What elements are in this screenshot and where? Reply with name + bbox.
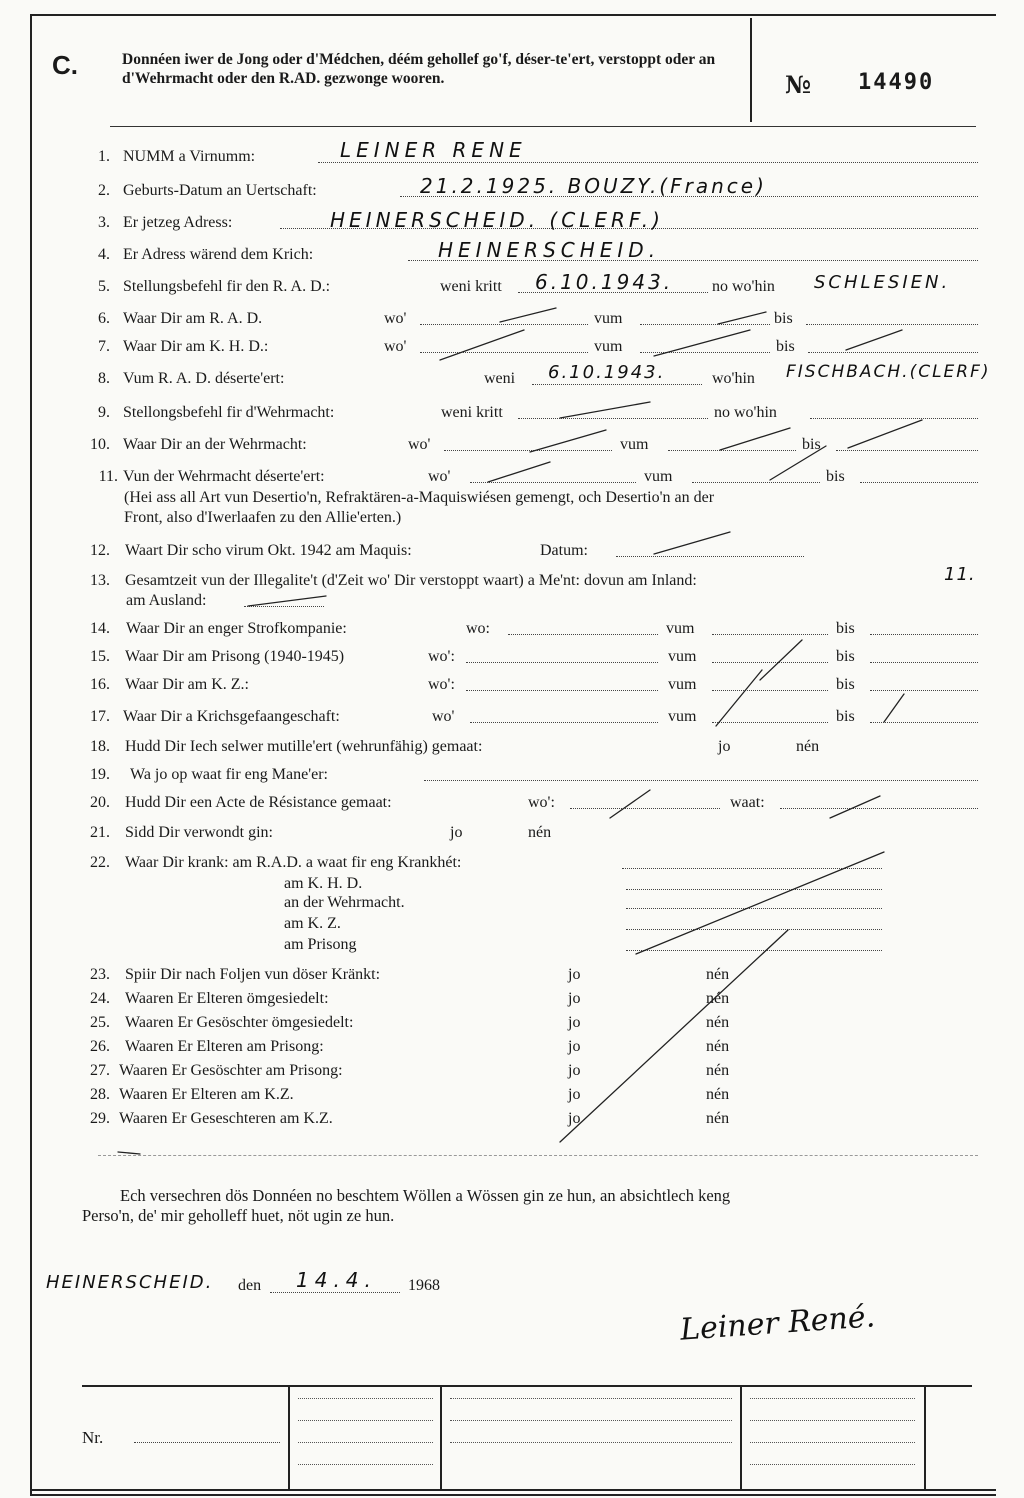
wo-label: wo' xyxy=(384,310,407,327)
jo-option[interactable]: jo xyxy=(450,824,463,841)
row-4 xyxy=(0,238,1024,268)
pow-where-field[interactable] xyxy=(470,708,658,723)
row-7 xyxy=(0,338,1024,360)
rad-dest-value: SCHLESIEN. xyxy=(814,272,951,293)
footer-cell-line[interactable] xyxy=(750,1464,915,1465)
waat-label: waat: xyxy=(730,794,765,811)
row-19 xyxy=(0,766,1024,788)
row-label: Stellungsbefehl fir den R. A. D.: xyxy=(123,278,331,295)
nen-option[interactable]: nén xyxy=(706,990,730,1007)
khd-from-field[interactable] xyxy=(640,338,770,353)
whereto-label: no wo'hin xyxy=(714,404,777,421)
footer-cell-line[interactable] xyxy=(450,1442,732,1443)
row-number: 14. xyxy=(90,620,110,637)
khd-to-field[interactable] xyxy=(808,338,978,353)
illness-prison-field[interactable] xyxy=(626,936,882,951)
footer-divider xyxy=(440,1385,442,1489)
form-number: 14490 xyxy=(858,70,935,95)
section-separator xyxy=(98,1155,978,1156)
row-number: 23. xyxy=(90,966,110,983)
row-3 xyxy=(0,208,1024,236)
jo-option[interactable]: jo xyxy=(568,1014,581,1031)
row-number: 2. xyxy=(98,182,110,199)
row-27 xyxy=(0,1062,1024,1084)
row-label: Waar Dir am R. A. D. xyxy=(123,310,263,327)
khd-where-field[interactable] xyxy=(420,338,588,353)
row-label: Waaren Er Elteren am K.Z. xyxy=(119,1086,294,1103)
jo-option[interactable]: jo xyxy=(568,1086,581,1103)
bis-label: bis xyxy=(836,648,855,665)
row-number: 20. xyxy=(90,794,110,811)
jo-option[interactable]: jo xyxy=(568,1038,581,1055)
row-label: Waaren Er Elteren am Prisong: xyxy=(125,1038,324,1055)
row-11 xyxy=(0,468,1024,530)
wehr-desert-to-field[interactable] xyxy=(860,468,978,483)
row-number: 25. xyxy=(90,1014,110,1031)
footer-cell-line[interactable] xyxy=(298,1420,433,1421)
row-14 xyxy=(0,620,1024,642)
row-label: Waar Dir a Krichsgefaangeschaft: xyxy=(123,708,340,725)
footer-rule-bottom xyxy=(30,1489,996,1491)
resistance-where-field[interactable] xyxy=(570,794,720,809)
row-number: 9. xyxy=(98,404,110,421)
illegal-abroad-field[interactable] xyxy=(244,592,324,607)
illness-sub-label: am Prisong xyxy=(284,936,357,953)
wo-label: wo: xyxy=(466,620,490,637)
row-number: 12. xyxy=(90,542,110,559)
bis-label: bis xyxy=(802,436,821,453)
mutilation-method-field[interactable] xyxy=(424,766,978,781)
row-number: 18. xyxy=(90,738,110,755)
wehr-where-field[interactable] xyxy=(444,436,612,451)
row-label: am Ausland: xyxy=(126,592,207,609)
row-5 xyxy=(0,270,1024,300)
row-8 xyxy=(0,362,1024,392)
vum-label: vum xyxy=(620,436,649,453)
row-note: Front, also d'Iwerlaafen zu den Allie'erten.) xyxy=(124,509,402,526)
row-13 xyxy=(0,564,1024,616)
vum-label: vum xyxy=(594,310,623,327)
row-label: Waar Dir am K. H. D.: xyxy=(123,338,269,355)
row-10 xyxy=(0,436,1024,458)
vum-label: vum xyxy=(594,338,623,355)
jo-option[interactable]: jo xyxy=(568,1110,581,1127)
nen-option[interactable]: nén xyxy=(706,1110,730,1127)
wo-label: wo' xyxy=(428,468,451,485)
row-number: 8. xyxy=(98,370,110,387)
name-value: LEINER RENE xyxy=(340,138,527,162)
number-sign: № xyxy=(785,70,812,99)
row-note: (Hei ass all Art vun Desertio'n, Refraktären-a-Maquiswiésen gemengt, och Desertio'n an der xyxy=(124,489,715,506)
jo-option[interactable]: jo xyxy=(568,1062,581,1079)
birth-value: 21.2.1925. BOUZY.(France) xyxy=(420,174,767,198)
bis-label: bis xyxy=(836,708,855,725)
row-number: 6. xyxy=(98,310,110,327)
row-number: 22. xyxy=(90,854,110,871)
jo-option[interactable]: jo xyxy=(568,990,581,1007)
resistance-what-field[interactable] xyxy=(780,794,978,809)
vum-label: vum xyxy=(668,648,697,665)
row-label: Gesamtzeit vun der Illegalite't (d'Zeit wo' Dir verstoppt waart) a Me'nt: dovun am Inland: xyxy=(125,572,697,589)
footer-cell-line[interactable] xyxy=(450,1420,732,1421)
strof-to-field[interactable] xyxy=(870,620,978,635)
row-29 xyxy=(0,1110,1024,1132)
desert-date-value: 6.10.1943. xyxy=(548,362,666,383)
row-label: Waart Dir scho virum Okt. 1942 am Maquis: xyxy=(125,542,412,559)
strof-where-field[interactable] xyxy=(508,620,658,635)
row-number: 5. xyxy=(98,278,110,295)
row-16 xyxy=(0,676,1024,698)
rad-where-field[interactable] xyxy=(420,310,588,325)
strof-from-field[interactable] xyxy=(712,620,828,635)
wehr-desert-where-field[interactable] xyxy=(470,468,636,483)
nen-option[interactable]: nén xyxy=(706,1062,730,1079)
form-title: Donnéen iwer de Jong oder d'Médchen, déém gehollef go'f, déser-te'ert, verstoppt oder an d'Wehrmacht oder den R.AD. gezwonge wooren. xyxy=(122,51,716,87)
header-rule xyxy=(110,126,976,127)
jo-option[interactable]: jo xyxy=(718,738,731,755)
row-label: NUMM a Virnumm: xyxy=(123,148,256,165)
bis-label: bis xyxy=(776,338,795,355)
row-label: Waar Dir am Prisong (1940-1945) xyxy=(125,648,345,665)
row-23 xyxy=(0,966,1024,988)
prison-from-field[interactable] xyxy=(712,648,828,663)
row-number: 13. xyxy=(90,572,110,589)
sign-date-value: 14.4. xyxy=(296,1268,377,1292)
bis-label: bis xyxy=(826,468,845,485)
bis-label: bis xyxy=(836,620,855,637)
row-number: 21. xyxy=(90,824,110,841)
declaration-line-2: Perso'n, de' mir geholleff huet, nöt ugin ze hun. xyxy=(82,1206,395,1225)
row-20 xyxy=(0,794,1024,816)
prison-to-field[interactable] xyxy=(870,648,978,663)
wo-label: wo': xyxy=(428,676,455,693)
row-number: 11. xyxy=(98,468,118,485)
nen-option[interactable]: nén xyxy=(706,1086,730,1103)
row-22 xyxy=(0,854,1024,958)
row-number: 7. xyxy=(98,338,110,355)
sign-den-label: den xyxy=(238,1277,262,1294)
row-label: Waar Dir krank: am R.A.D. a waat fir eng Krankhét: xyxy=(125,854,462,871)
address-value: HEINERSCHEID. (CLERF.) xyxy=(330,208,664,232)
row-number: 16. xyxy=(90,676,110,693)
row-label: Stellongsbefehl fir d'Wehrmacht: xyxy=(123,404,335,421)
row-number: 15. xyxy=(90,648,110,665)
jo-option[interactable]: jo xyxy=(568,966,581,983)
row-number: 28. xyxy=(90,1086,110,1103)
row-15 xyxy=(0,648,1024,670)
illness-sub-label: an der Wehrmacht. xyxy=(284,894,405,911)
wo-label: wo': xyxy=(528,794,555,811)
row-17 xyxy=(0,708,1024,730)
row-24 xyxy=(0,990,1024,1012)
footer-cell-line[interactable] xyxy=(298,1464,433,1465)
illness-sub-label: am K. H. D. xyxy=(284,875,363,892)
signature: Leiner René. xyxy=(679,1299,877,1348)
wehr-to-field[interactable] xyxy=(836,436,978,451)
nen-option[interactable]: nén xyxy=(796,738,820,755)
row-number: 24. xyxy=(90,990,110,1007)
row-number: 29. xyxy=(90,1110,110,1127)
row-12 xyxy=(0,542,1024,564)
datum-label: Datum: xyxy=(540,542,588,559)
bis-label: bis xyxy=(836,676,855,693)
row-label: Waar Dir an der Wehrmacht: xyxy=(123,436,307,453)
row-number: 27. xyxy=(90,1062,110,1079)
row-2 xyxy=(0,174,1024,204)
illness-sub-label: am K. Z. xyxy=(284,915,341,932)
when-label: weni kritt xyxy=(441,404,503,421)
row-label: Vun der Wehrmacht déserte'ert: xyxy=(123,468,325,485)
war-address-value: HEINERSCHEID. xyxy=(438,238,661,262)
wehr-order-date-field[interactable] xyxy=(518,404,708,419)
pow-to-field[interactable] xyxy=(870,708,978,723)
row-9 xyxy=(0,404,1024,426)
row-label: Er jetzeg Adress: xyxy=(123,214,233,231)
when-label: weni xyxy=(484,370,516,387)
illegal-inland-value: 11. xyxy=(944,564,976,585)
wo-label: wo': xyxy=(428,648,455,665)
nen-option[interactable]: nén xyxy=(528,824,552,841)
kz-to-field[interactable] xyxy=(870,676,978,691)
wo-label: wo' xyxy=(408,436,431,453)
nen-option[interactable]: nén xyxy=(706,966,730,983)
row-label: Hudd Dir een Acte de Résistance gemaat: xyxy=(125,794,392,811)
rad-from-field[interactable] xyxy=(640,310,770,325)
row-6 xyxy=(0,310,1024,332)
illness-kz-field[interactable] xyxy=(626,915,882,930)
row-label: Hudd Dir Iech selwer mutille'ert (wehrunfähig) gemaat: xyxy=(125,738,483,755)
vum-label: vum xyxy=(644,468,673,485)
row-25 xyxy=(0,1014,1024,1036)
row-21 xyxy=(0,824,1024,846)
row-number: 17. xyxy=(90,708,110,725)
prison-where-field[interactable] xyxy=(466,648,658,663)
footer-divider xyxy=(740,1385,742,1489)
row-label: Waaren Er Gesöschter ömgesiedelt: xyxy=(125,1014,354,1031)
vum-label: vum xyxy=(666,620,695,637)
nen-option[interactable]: nén xyxy=(706,1038,730,1055)
row-label: Spiir Dir nach Foljen vun döser Kränkt: xyxy=(125,966,381,983)
footer-cell-line[interactable] xyxy=(750,1442,915,1443)
footer-cell-line[interactable] xyxy=(298,1442,433,1443)
row-1 xyxy=(0,138,1024,170)
wo-label: wo' xyxy=(432,708,455,725)
sign-year: 1968 xyxy=(408,1277,440,1294)
pow-from-field[interactable] xyxy=(712,708,828,723)
row-28 xyxy=(0,1086,1024,1108)
row-label: Waaren Er Gesöschter am Prisong: xyxy=(119,1062,343,1079)
whereto-label: wo'hin xyxy=(712,370,755,387)
bis-label: bis xyxy=(774,310,793,327)
vum-label: vum xyxy=(668,708,697,725)
sign-place: HEINERSCHEID. xyxy=(46,1272,214,1293)
declaration-line-1: Ech versechren dös Donnéen no beschtem Wöllen a Wössen gin ze hun, an absichtlech keng xyxy=(120,1186,731,1205)
row-26 xyxy=(0,1038,1024,1060)
footer-divider xyxy=(924,1385,926,1489)
footer-rule-top xyxy=(82,1385,972,1387)
whereto-label: no wo'hin xyxy=(712,278,775,295)
kz-from-field[interactable] xyxy=(712,676,828,691)
row-number: 10. xyxy=(90,436,110,453)
row-label: Sidd Dir verwondt gin: xyxy=(125,824,273,841)
kz-where-field[interactable] xyxy=(466,676,658,691)
footer-cell-line[interactable] xyxy=(750,1398,915,1399)
row-number: 1. xyxy=(98,148,110,165)
wehr-from-field[interactable] xyxy=(668,436,796,451)
nen-option[interactable]: nén xyxy=(706,1014,730,1031)
vum-label: vum xyxy=(668,676,697,693)
row-label: Waar Dir am K. Z.: xyxy=(125,676,249,693)
illness-khd-field[interactable] xyxy=(626,875,882,890)
row-18 xyxy=(0,738,1024,760)
footer-cell-line[interactable] xyxy=(298,1398,433,1399)
row-label: Vum R. A. D. déserte'ert: xyxy=(123,370,285,387)
maquis-date-field[interactable] xyxy=(616,542,804,557)
illness-rad-field[interactable] xyxy=(622,854,882,869)
footer-nr-label: Nr. xyxy=(82,1428,104,1447)
row-number: 19. xyxy=(90,766,110,783)
footer-cell-line[interactable] xyxy=(750,1420,915,1421)
footer-cell-line[interactable] xyxy=(450,1398,732,1399)
illness-wehr-field[interactable] xyxy=(626,894,882,909)
row-number: 4. xyxy=(98,246,110,263)
footer-divider xyxy=(288,1385,290,1489)
row-number: 26. xyxy=(90,1038,110,1055)
wehr-desert-from-field[interactable] xyxy=(692,468,820,483)
row-label: Geburts-Datum an Uertschaft: xyxy=(123,182,317,199)
row-label: Waaren Er Geseschteren am K.Z. xyxy=(119,1110,333,1127)
footer-nr-field[interactable] xyxy=(134,1428,280,1443)
section-letter: C. xyxy=(52,50,78,80)
rad-date-value: 6.10.1943. xyxy=(535,270,674,294)
wehr-order-dest-field[interactable] xyxy=(810,404,978,419)
header-divider xyxy=(750,18,752,122)
row-label: Waar Dir an enger Strofkompanie: xyxy=(126,620,347,637)
when-label: weni kritt xyxy=(440,278,502,295)
row-label: Er Adress wärend dem Krich: xyxy=(123,246,314,263)
row-number: 3. xyxy=(98,214,110,231)
row-label: Wa jo op waat fir eng Mane'er: xyxy=(130,766,328,783)
rad-to-field[interactable] xyxy=(806,310,978,325)
wo-label: wo' xyxy=(384,338,407,355)
row-label: Waaren Er Elteren ömgesiedelt: xyxy=(125,990,329,1007)
desert-dest-value: FISCHBACH.(CLERF) xyxy=(786,362,991,382)
